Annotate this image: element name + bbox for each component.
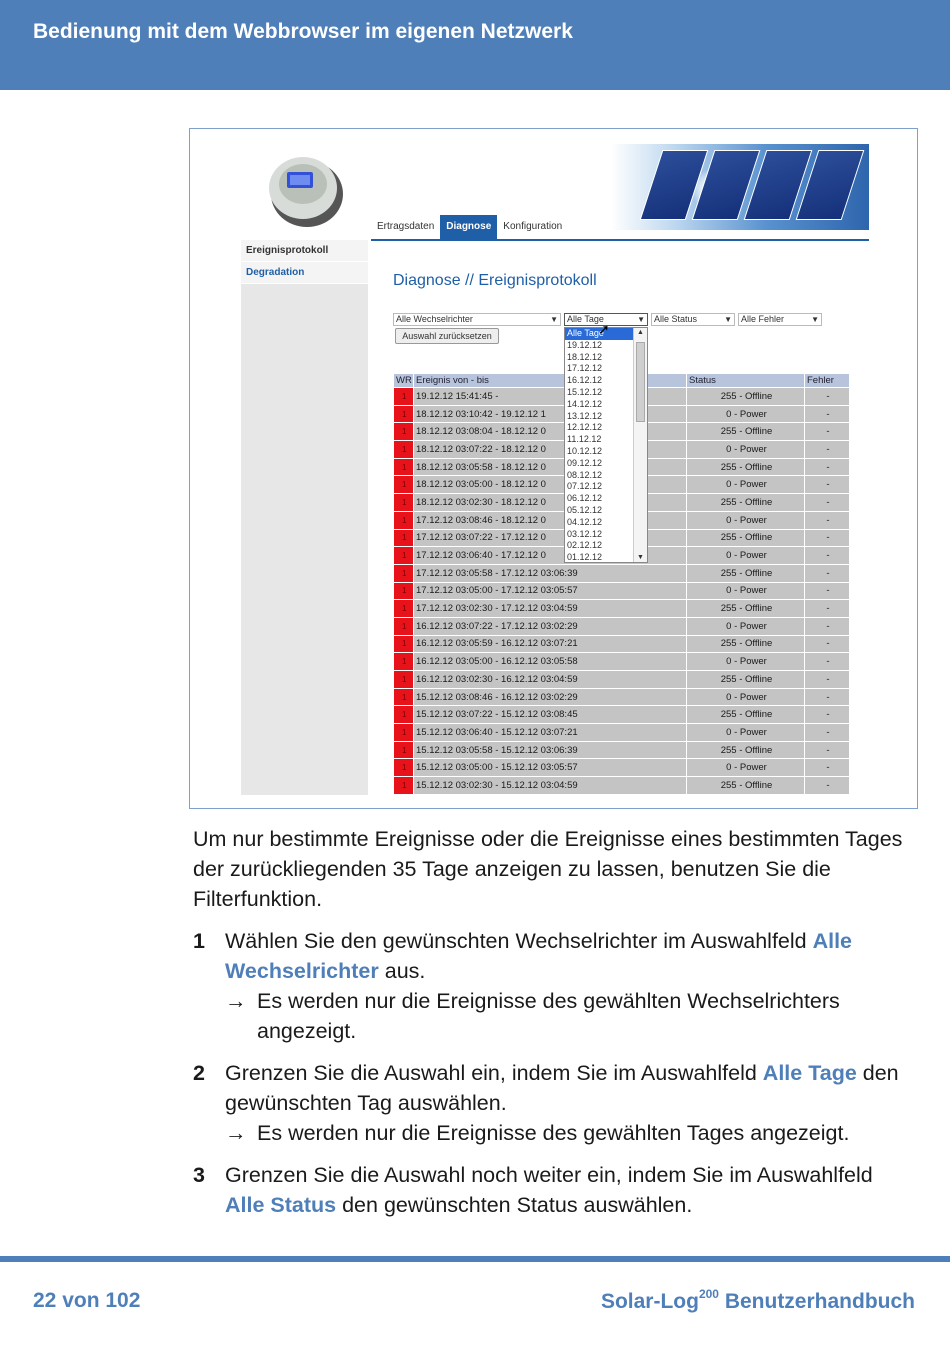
wr-cell: 1	[394, 600, 414, 618]
wr-cell: 1	[394, 724, 414, 742]
dropdown-option[interactable]: 01.12.12	[567, 552, 603, 563]
period-cell: 18.12.12 03:05:00 - 18.12.12 0	[414, 476, 687, 494]
dropdown-option[interactable]: Alle Tage	[565, 328, 647, 340]
chevron-down-icon: ▼	[724, 315, 732, 324]
wr-cell: 1	[394, 653, 414, 671]
status-cell: 255 - Offline	[687, 706, 805, 724]
dropdown-option[interactable]: 09.12.12	[567, 457, 603, 468]
table-row	[394, 671, 850, 689]
error-cell: -	[805, 547, 850, 565]
top-navigation	[371, 215, 568, 239]
page-header	[0, 0, 950, 90]
solar-panel-banner	[611, 144, 869, 230]
dropdown-option[interactable]: 13.12.12	[567, 410, 603, 421]
dropdown-option[interactable]: 17.12.12	[567, 363, 603, 374]
status-cell: 255 - Offline	[687, 564, 805, 582]
status-cell: 0 - Power	[687, 441, 805, 459]
period-cell: 15.12.12 03:05:58 - 15.12.12 03:06:39	[414, 741, 687, 759]
error-cell: -	[805, 582, 850, 600]
dropdown-option[interactable]: 14.12.12	[567, 398, 603, 409]
error-select[interactable]: Alle Fehler ▼	[738, 313, 822, 326]
wr-cell: 1	[394, 388, 414, 406]
period-cell: 18.12.12 03:10:42 - 19.12.12 1	[414, 405, 687, 423]
error-cell: -	[805, 423, 850, 441]
error-cell: -	[805, 724, 850, 742]
wr-cell: 1	[394, 494, 414, 512]
status-cell: 255 - Offline	[687, 600, 805, 618]
error-cell: -	[805, 706, 850, 724]
status-cell: 0 - Power	[687, 547, 805, 565]
period-cell: 17.12.12 03:02:30 - 17.12.12 03:04:59	[414, 600, 687, 618]
period-cell: 18.12.12 03:08:04 - 18.12.12 0	[414, 423, 687, 441]
column-header-period[interactable]: Ereignis von - bis	[414, 374, 687, 388]
status-cell: 0 - Power	[687, 688, 805, 706]
error-cell: -	[805, 529, 850, 547]
wr-cell: 1	[394, 706, 414, 724]
status-select[interactable]: Alle Status ▼	[651, 313, 735, 326]
period-cell: 15.12.12 03:06:40 - 15.12.12 03:07:21	[414, 724, 687, 742]
table-row	[394, 617, 850, 635]
status-cell: 0 - Power	[687, 759, 805, 777]
solar-log-device-icon	[265, 150, 345, 230]
screenshot-frame	[189, 128, 918, 809]
footer-brand: Solar-Log$^{200}$ Benutzerhandbuch	[600, 1287, 915, 1313]
dropdown-option[interactable]: 03.12.12	[567, 528, 603, 539]
wr-cell: 1	[394, 547, 414, 565]
dropdown-option[interactable]: 07.12.12	[567, 481, 603, 492]
column-header-error[interactable]: Fehler	[805, 374, 850, 388]
period-cell: 16.12.12 03:02:30 - 16.12.12 03:04:59	[414, 671, 687, 689]
table-row	[394, 600, 850, 618]
error-cell: -	[805, 600, 850, 618]
period-cell: 17.12.12 03:07:22 - 17.12.12 0	[414, 529, 687, 547]
error-cell: -	[805, 494, 850, 512]
wr-cell: 1	[394, 688, 414, 706]
content-heading: Diagnose // Ereignisprotokoll	[393, 272, 597, 289]
device-logo	[241, 144, 371, 240]
period-cell: 15.12.12 03:02:30 - 15.12.12 03:04:59	[414, 777, 687, 795]
error-cell: -	[805, 564, 850, 582]
status-cell: 255 - Offline	[687, 388, 805, 406]
wr-cell: 1	[394, 511, 414, 529]
sidebar-item-ereignisprotokoll[interactable]: Ereignisprotokoll	[241, 240, 368, 262]
chevron-down-icon: ▼	[811, 315, 819, 324]
table-row	[394, 777, 850, 795]
dropdown-option[interactable]: 02.12.12	[567, 540, 603, 551]
reset-selection-button[interactable]: Auswahl zurücksetzen	[395, 328, 499, 344]
wr-cell: 1	[394, 458, 414, 476]
days-dropdown-list[interactable]	[564, 327, 648, 563]
error-cell: -	[805, 759, 850, 777]
period-cell: 19.12.12 15:41:45 -	[414, 388, 687, 406]
wr-cell: 1	[394, 671, 414, 689]
status-cell: 255 - Offline	[687, 458, 805, 476]
wr-cell: 1	[394, 759, 414, 777]
wr-cell: 1	[394, 405, 414, 423]
dropdown-option[interactable]: 06.12.12	[567, 493, 603, 504]
wr-cell: 1	[394, 529, 414, 547]
status-cell: 0 - Power	[687, 511, 805, 529]
table-row	[394, 582, 850, 600]
table-row	[394, 653, 850, 671]
wr-cell: 1	[394, 741, 414, 759]
error-cell: -	[805, 441, 850, 459]
error-cell: -	[805, 405, 850, 423]
error-cell: -	[805, 635, 850, 653]
table-row	[394, 706, 850, 724]
wr-cell: 1	[394, 423, 414, 441]
sidebar-item-degradation[interactable]: Degradation	[241, 262, 368, 284]
period-cell: 17.12.12 03:05:00 - 17.12.12 03:05:57	[414, 582, 687, 600]
scroll-up-icon[interactable]: ▲	[637, 329, 644, 336]
tab-diagnose[interactable]: Diagnose	[440, 215, 497, 239]
wr-cell: 1	[394, 635, 414, 653]
period-cell: 15.12.12 03:07:22 - 15.12.12 03:08:45	[414, 706, 687, 724]
dropdown-option[interactable]: 15.12.12	[567, 386, 603, 397]
error-cell: -	[805, 671, 850, 689]
status-cell: 0 - Power	[687, 617, 805, 635]
chevron-down-icon: ▼	[550, 315, 558, 324]
error-cell: -	[805, 688, 850, 706]
column-header-wr[interactable]: WR	[394, 374, 414, 388]
error-cell: -	[805, 388, 850, 406]
status-cell: 255 - Offline	[687, 777, 805, 795]
period-cell: 16.12.12 03:05:59 - 16.12.12 03:07:21	[414, 635, 687, 653]
error-cell: -	[805, 777, 850, 795]
sidebar	[241, 240, 368, 795]
error-cell: -	[805, 617, 850, 635]
period-cell: 18.12.12 03:05:58 - 18.12.12 0	[414, 458, 687, 476]
status-cell: 0 - Power	[687, 724, 805, 742]
step-1-result: → Es werden nur die Ereignisse des gewählten Wechselrichters angezeigt.	[225, 986, 913, 1046]
table-row	[394, 724, 850, 742]
dropdown-option[interactable]: 11.12.12	[567, 434, 602, 445]
table-row	[394, 688, 850, 706]
status-cell: 255 - Offline	[687, 671, 805, 689]
status-cell: 255 - Offline	[687, 529, 805, 547]
period-cell: 18.12.12 03:02:30 - 18.12.12 0	[414, 494, 687, 512]
period-cell: 15.12.12 03:08:46 - 16.12.12 03:02:29	[414, 688, 687, 706]
wr-cell: 1	[394, 441, 414, 459]
status-cell: 0 - Power	[687, 653, 805, 671]
status-cell: 0 - Power	[687, 476, 805, 494]
table-row	[394, 635, 850, 653]
page-header-title: Bedienung mit dem Webbrowser im eigenen Netzwerk	[33, 20, 573, 43]
wr-cell: 1	[394, 564, 414, 582]
error-cell: -	[805, 476, 850, 494]
period-cell: 16.12.12 03:05:00 - 16.12.12 03:05:58	[414, 653, 687, 671]
table-row	[394, 564, 850, 582]
status-cell: 0 - Power	[687, 582, 805, 600]
scroll-down-icon[interactable]: ▼	[637, 554, 644, 561]
web-app-screenshot	[241, 144, 869, 795]
error-cell: -	[805, 653, 850, 671]
dropdown-option[interactable]: 16.12.12	[567, 375, 603, 386]
dropdown-option[interactable]: 04.12.12	[567, 516, 603, 527]
dropdown-scrollbar[interactable]	[633, 328, 647, 562]
period-cell: 16.12.12 03:07:22 - 17.12.12 03:02:29	[414, 617, 687, 635]
wr-cell: 1	[394, 582, 414, 600]
step-2-result: → Es werden nur die Ereignisse des gewählten Tages angezeigt.	[225, 1118, 913, 1148]
arrow-right-icon: →	[225, 989, 247, 1013]
period-cell: 17.12.12 03:06:40 - 17.12.12 0	[414, 547, 687, 565]
tab-ertragsdaten[interactable]: Ertragsdaten	[377, 221, 435, 232]
dropdown-option[interactable]: 10.12.12	[567, 445, 603, 456]
table-row	[394, 759, 850, 777]
dropdown-option[interactable]: 05.12.12	[567, 504, 603, 515]
inverter-select[interactable]: Alle Wechselrichter ▼	[393, 313, 561, 326]
period-cell: 18.12.12 03:07:22 - 18.12.12 0	[414, 441, 687, 459]
instruction-steps	[193, 926, 913, 1220]
dropdown-option[interactable]: 08.12.12	[567, 469, 603, 480]
wr-cell: 1	[394, 476, 414, 494]
status-cell: 255 - Offline	[687, 635, 805, 653]
status-cell: 255 - Offline	[687, 423, 805, 441]
mouse-pointer-icon: ➚	[598, 321, 610, 337]
wr-cell: 1	[394, 777, 414, 795]
status-cell: 0 - Power	[687, 405, 805, 423]
wr-cell: 1	[394, 617, 414, 635]
status-cell: 255 - Offline	[687, 741, 805, 759]
days-select[interactable]: Alle Tage ▼	[564, 313, 648, 326]
step-1: 1 Wählen Sie den gewünschten Wechselrichter im Auswahlfeld Alle Wechselrichter aus. → Es werden nur die Ereignisse des gewählten Wechselrichters angezeigt.	[193, 926, 913, 1046]
error-cell: -	[805, 511, 850, 529]
dropdown-option[interactable]: 19.12.12	[567, 339, 603, 350]
period-cell: 15.12.12 03:05:00 - 15.12.12 03:05:57	[414, 759, 687, 777]
status-cell: 255 - Offline	[687, 494, 805, 512]
column-header-status[interactable]: Status	[687, 374, 805, 388]
dropdown-option[interactable]: 18.12.12	[567, 351, 603, 362]
tab-konfiguration[interactable]: Konfiguration	[503, 221, 563, 232]
error-cell: -	[805, 741, 850, 759]
step-2: 2 Grenzen Sie die Auswahl ein, indem Sie im Auswahlfeld Alle Tage den gewünschten Tag auswählen. → Es werden nur die Ereignisse des gewählten Tages angezeigt.	[193, 1058, 913, 1148]
table-row	[394, 741, 850, 759]
chevron-down-icon: ▼	[637, 315, 645, 324]
page-number: 22 von 102	[33, 1289, 141, 1312]
period-cell: 17.12.12 03:08:46 - 18.12.12 0	[414, 511, 687, 529]
error-cell: -	[805, 458, 850, 476]
arrow-right-icon: →	[225, 1121, 247, 1145]
footer-rule	[0, 1256, 950, 1262]
step-3: 3 Grenzen Sie die Auswahl noch weiter ein, indem Sie im Auswahlfeld Alle Status den gewünschten Status auswählen.	[193, 1163, 873, 1217]
dropdown-option[interactable]: 12.12.12	[567, 422, 603, 433]
period-cell: 17.12.12 03:05:58 - 17.12.12 03:06:39	[414, 564, 687, 582]
nav-underline	[371, 239, 869, 241]
intro-paragraph: Um nur bestimmte Ereignisse oder die Ereignisse eines bestimmten Tages der zurückliegenden 35 Tage anzeigen zu lassen, benutzen Sie die Filterfunktion.	[193, 827, 903, 911]
